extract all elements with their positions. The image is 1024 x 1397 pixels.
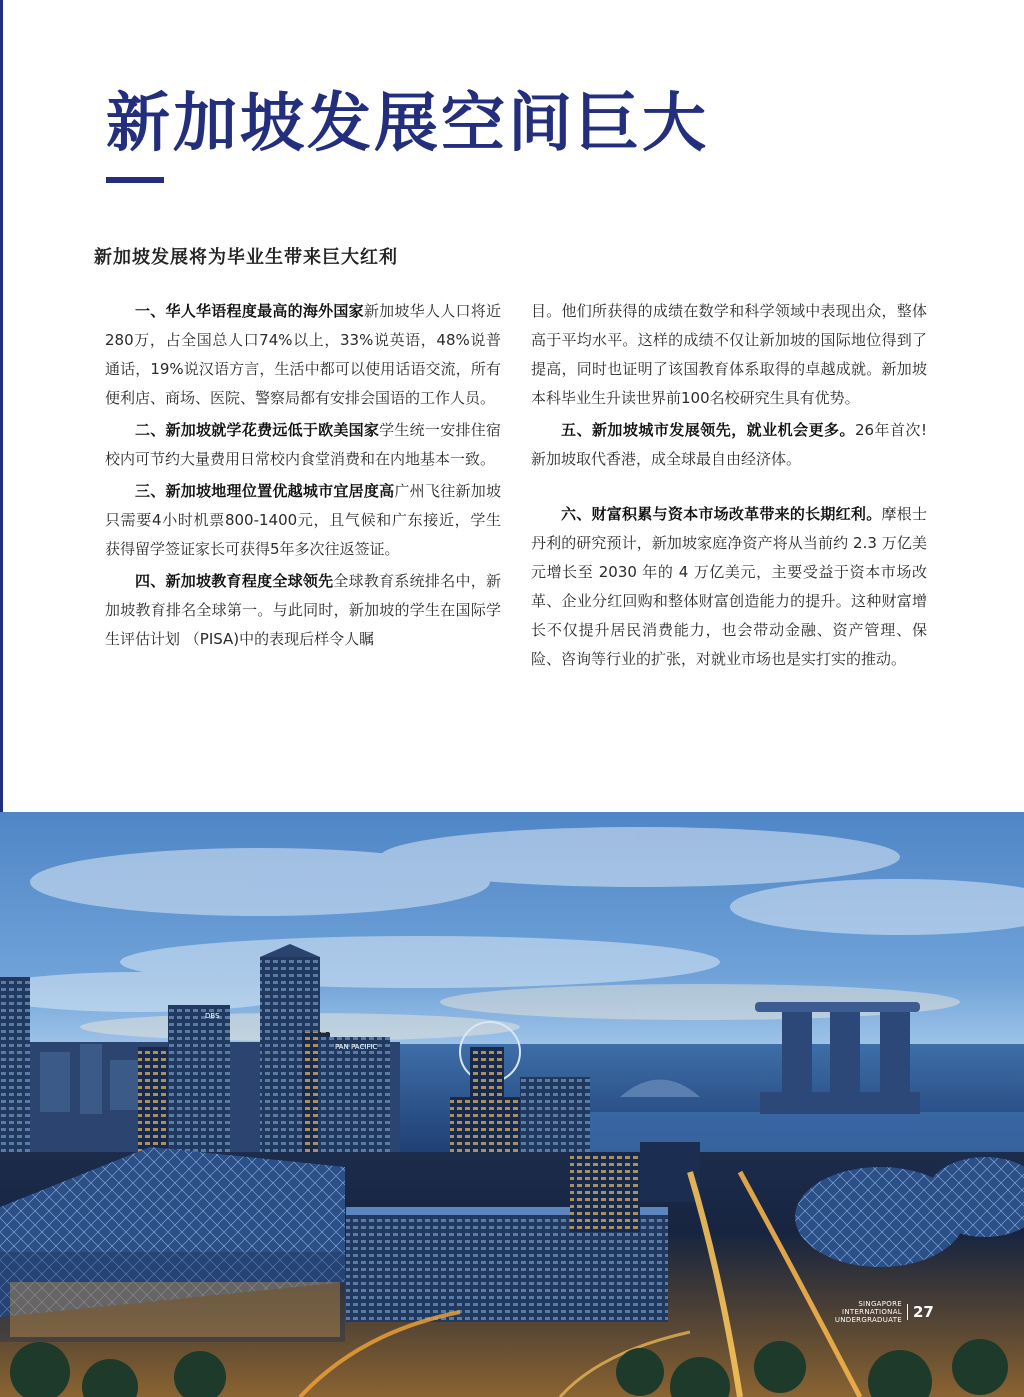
paragraph-1 <box>105 297 501 413</box>
paragraph-body: 新加坡华人人口将近280万，占全国总人口74%以上，33%说英语，48%说普通话，19%说汉语方言，生活中都可以使用话语交流，所有便利店、商场、医院、警察局都有安排会国语的工作人员。 <box>105 302 501 407</box>
paragraph-lead: 二、新加坡就学花费远低于欧美国家 <box>135 421 380 439</box>
paragraph-lead: 五、新加坡城市发展领先，就业机会更多。 <box>561 421 855 439</box>
left-accent-rule <box>0 0 3 812</box>
left-column <box>105 297 501 657</box>
paragraph-body: 摩根士丹利的研究预计，新加坡家庭净资产将从当前约 2.3 万亿美元增长至 2030 年的 4 万亿美元，主要受益于资本市场改革、企业分红回购和整体财富创造能力的提升。这种财富增长不仅提升居民消费能力，也会带动金融、资产管理、保险、咨询等行业的扩张，对就业市场也是实打实的推动。 <box>531 505 927 668</box>
paragraph-3 <box>105 477 501 564</box>
title-underline <box>106 177 164 183</box>
paragraph-body: 全球教育系统排名中，新加坡教育排名全球第一。与此同时，新加坡的学生在国际学生评估计划 （PISA)中的表现后样令人瞩 <box>105 572 501 648</box>
page-number: 27 <box>913 1303 934 1321</box>
footer-line-2: UNDERGRADUATE <box>834 1316 902 1324</box>
paragraph-5 <box>531 416 927 474</box>
paragraph-4 <box>105 567 501 654</box>
right-column <box>531 297 927 677</box>
footer-line-1: SINGAPORE INTERNATIONAL <box>841 1300 902 1316</box>
paragraph-4-continued: 目。他们所获得的成绩在数学和科学领域中表现出众，整体高于平均水平。这样的成绩不仅让新加坡的国际地位得到了提高，同时也证明了该国教育体系取得的卓越成就。新加坡本科毕业生升读世界前100名校研究生具有优势。 <box>531 302 927 407</box>
paragraph-lead: 六、财富积累与资本市场改革带来的长期红利。 <box>561 505 882 523</box>
page-title: 新加坡发展空间巨大 <box>106 87 709 161</box>
footer-caption <box>810 1300 902 1324</box>
paragraph-body: 学生统一安排住宿校内可节约大量费用日常校内食堂消费和在内地基本一致。 <box>105 421 501 468</box>
footer-separator <box>907 1304 908 1320</box>
paragraph-lead: 四、新加坡教育程度全球领先 <box>135 572 334 590</box>
paragraph-2 <box>105 416 501 474</box>
paragraph-body: 26年首次!新加坡取代香港，成全球最自由经济体。 <box>531 421 927 468</box>
dbs-sign: DBS <box>205 1012 220 1020</box>
page-footer <box>810 1300 934 1324</box>
paragraph-6 <box>531 500 927 674</box>
paragraph-lead: 一、华人华语程度最高的海外国家 <box>135 302 364 320</box>
paragraph-lead: 三、新加坡地理位置优越城市宜居度高 <box>135 482 395 500</box>
section-subtitle: 新加坡发展将为毕业生带来巨大红利 <box>94 247 398 268</box>
paragraph-body: 广州飞往新加坡只需要4小时机票800-1400元，且气候和广东接近，学生获得留学签证家长可获得5年多次往返签证。 <box>105 482 501 558</box>
pan-pacific-sign: PAN PACIFIC <box>335 1043 378 1051</box>
